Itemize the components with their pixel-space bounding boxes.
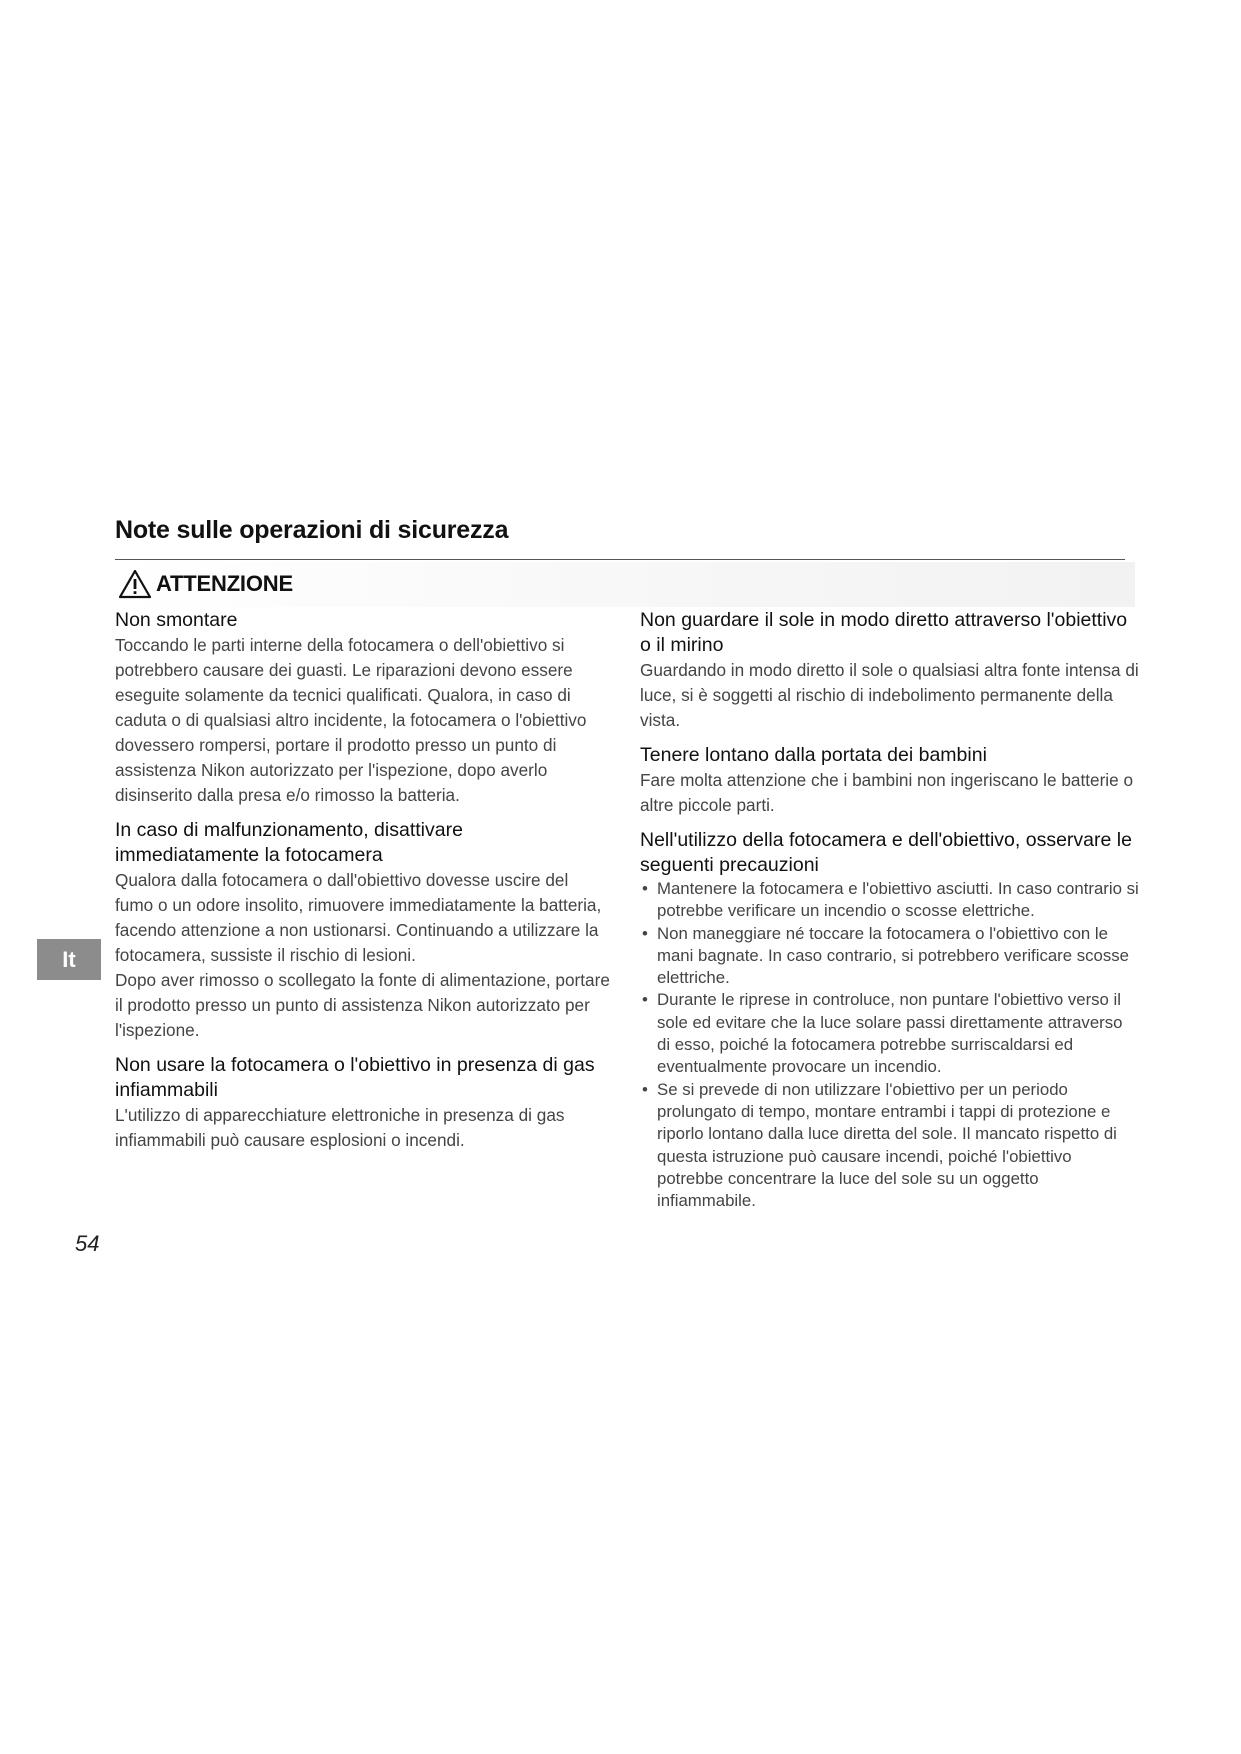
section-heading: Nell'utilizzo della fotocamera e dell'obiettivo, osservare le seguenti precauzioni bbox=[640, 829, 1132, 876]
page-title: Note sulle operazioni di sicurezza bbox=[115, 516, 509, 544]
warning-triangle-icon bbox=[118, 569, 152, 599]
list-item bbox=[640, 1079, 1140, 1213]
list-item-text: Durante le riprese in controluce, non puntare l'obiettivo verso il sole ed evitare che la luce solare passi direttamente attraverso di esso, poiché la fotocamera potrebbe surriscaldarsi ed eventualmente provocare un incendio. bbox=[657, 990, 1123, 1077]
section-text: Qualora dalla fotocamera o dall'obiettivo dovesse uscire del fumo o un odore insolito, rimuovere immediatamente la batteria, facendo attenzione a non ustionarsi. Continuando a utilizzare la fotocamera, sussiste il rischio di lesioni. bbox=[115, 870, 602, 965]
list-item bbox=[640, 878, 1140, 923]
section-precauzioni bbox=[640, 828, 1140, 1212]
list-item bbox=[640, 989, 1140, 1078]
section-gas-infiammabili bbox=[115, 1053, 610, 1153]
section-malfunzionamento bbox=[115, 818, 610, 1043]
section-heading: Non guardare il sole in modo diretto attraverso l'obiettivo o il mirino bbox=[640, 609, 1128, 656]
bullet-icon: • bbox=[642, 990, 648, 1010]
precautions-list bbox=[640, 878, 1140, 1212]
list-item-text: Non maneggiare né toccare la fotocamera o l'obiettivo con le mani bagnate. In caso contrario, si potrebbero verificare scosse elettriche. bbox=[657, 923, 1129, 988]
section-non-smontare bbox=[115, 608, 610, 808]
section-sole bbox=[640, 608, 1140, 733]
page-number: 54 bbox=[75, 1231, 100, 1256]
list-item-text: Mantenere la fotocamera e l'obiettivo asciutti. In caso contrario si potrebbe verificare un incendio o scosse elettriche. bbox=[657, 879, 1139, 921]
section-text: L'utilizzo di apparecchiature elettroniche in presenza di gas infiammabili può causare esplosioni o incendi. bbox=[115, 1105, 565, 1150]
section-heading: Non usare la fotocamera o l'obiettivo in presenza di gas infiammabili bbox=[115, 1054, 595, 1101]
language-tab: It bbox=[37, 939, 101, 980]
section-heading: In caso di malfunzionamento, disattivare immediatamente la fotocamera bbox=[115, 819, 463, 866]
section-text: Dopo aver rimosso o scollegato la fonte di alimentazione, portare il prodotto presso un punto di assistenza Nikon autorizzato per l'ispezione. bbox=[115, 970, 610, 1040]
warning-label: ATTENZIONE bbox=[156, 571, 293, 596]
warning-header bbox=[118, 569, 293, 599]
section-text: Toccando le parti interne della fotocamera o dell'obiettivo si potrebbero causare dei guasti. Le riparazioni devono essere eseguite solamente da tecnici qualificati. Qualora, in caso di caduta o di qualsiasi altro incidente, la fotocamera o l'obiettivo dovessero rompersi, portare il prodotto presso un punto di assistenza Nikon autorizzato per l'ispezione, dopo averlo disinserito dalla presa e/o rimosso la batteria. bbox=[115, 635, 587, 805]
section-heading: Tenere lontano dalla portata dei bambini bbox=[640, 744, 987, 766]
bullet-icon: • bbox=[642, 1079, 648, 1099]
list-item bbox=[640, 923, 1140, 990]
bullet-icon: • bbox=[642, 879, 648, 898]
list-item-text: Se si prevede di non utilizzare l'obiettivo per un periodo prolungato di tempo, montare entrambi i tappi di protezione e riporlo lontano dalla luce diretta del sole. Il mancato rispetto di questa istruzione può causare incendi, poiché l'obiettivo potrebbe concentrare la luce del sole su un oggetto infiammabile. bbox=[657, 1079, 1117, 1211]
section-bambini bbox=[640, 743, 1140, 818]
left-column bbox=[115, 608, 610, 1163]
bullet-icon: • bbox=[642, 923, 648, 943]
section-text: Fare molta attenzione che i bambini non ingeriscano le batterie o altre piccole parti. bbox=[640, 770, 1133, 815]
section-heading: Non smontare bbox=[115, 609, 238, 631]
title-divider bbox=[115, 559, 1125, 560]
right-column bbox=[640, 608, 1140, 1222]
section-text: Guardando in modo diretto il sole o qualsiasi altra fonte intensa di luce, si è soggetti al rischio di indebolimento permanente della vista. bbox=[640, 660, 1139, 730]
